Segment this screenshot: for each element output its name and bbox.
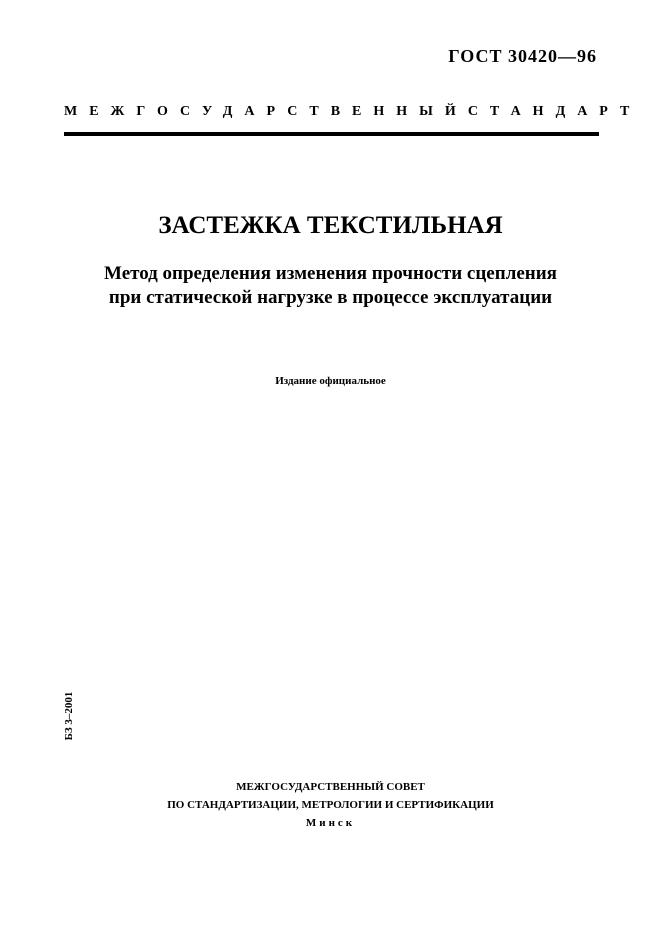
side-code xyxy=(58,690,80,742)
document-number: ГОСТ 30420—96 xyxy=(448,46,597,66)
publisher-city: Минск xyxy=(305,817,356,829)
document-subtitle xyxy=(0,262,661,310)
publisher-block xyxy=(0,778,661,832)
standard-type-heading xyxy=(64,104,642,120)
subtitle-line-2: при статической нагрузке в процессе эксплуатации xyxy=(108,287,553,308)
header-rule xyxy=(64,132,599,136)
standard-type-word-1: МЕЖГОСУДАРСТВЕННЫЙ xyxy=(64,104,468,119)
publisher-line-2: ПО СТАНДАРТИЗАЦИИ, МЕТРОЛОГИИ И СЕРТИФИКАЦИИ xyxy=(167,799,494,811)
subtitle-line-1: Метод определения изменения прочности сцепления xyxy=(104,263,557,284)
document-title: ЗАСТЕЖКА ТЕКСТИЛЬНАЯ xyxy=(158,212,503,239)
edition-note: Издание официальное xyxy=(275,375,386,387)
side-code-text: БЗ 3–2001 xyxy=(63,691,75,741)
publisher-line-1: МЕЖГОСУДАРСТВЕННЫЙ СОВЕТ xyxy=(236,781,425,793)
standard-type-word-2: СТАНДАРТ xyxy=(467,104,642,119)
